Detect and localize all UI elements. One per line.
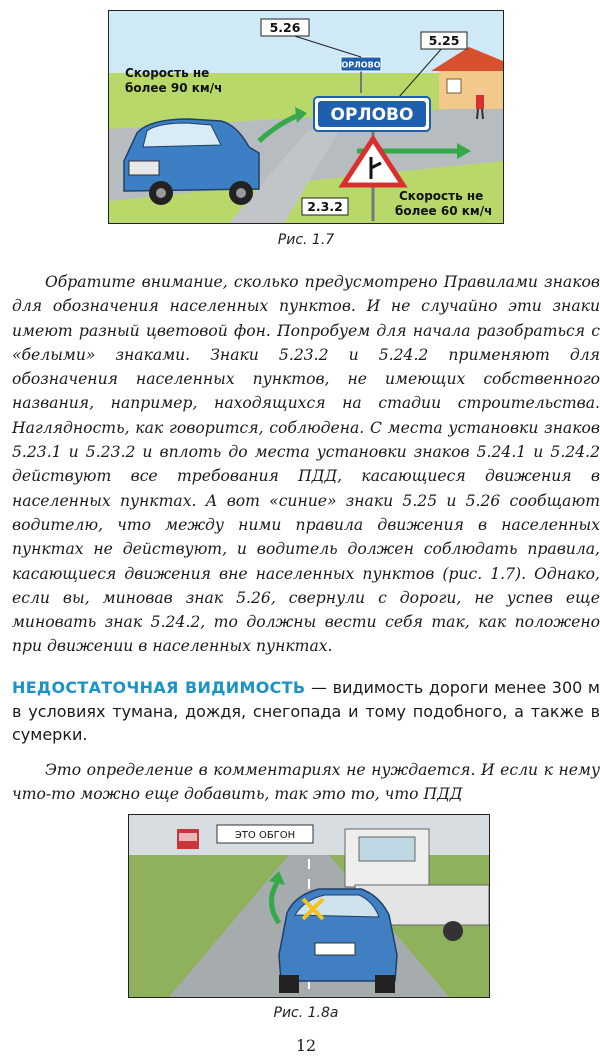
figure-1-8a-illustration xyxy=(129,815,489,997)
speed-right-line2: более 60 км/ч xyxy=(395,204,493,218)
paragraph-comment: Это определение в комментариях не нуждается. И если к нему что-то можно еще добавить, так это то, что ПДД xyxy=(12,761,600,804)
sign-5-26-text: ОРЛОВО xyxy=(341,60,381,70)
distant-truck xyxy=(177,829,199,849)
label-5-25: 5.25 xyxy=(428,33,460,48)
label-5-26: 5.26 xyxy=(269,20,301,35)
speed-left-line2: более 90 км/ч xyxy=(125,81,223,95)
definition-text: — видимость дороги менее 300 м в условиях тумана, дождя, снегопада и тому подобного, а также в сумерки. xyxy=(12,678,601,744)
figure-1-7-illustration xyxy=(109,11,503,223)
speed-left-line1: Скорость не xyxy=(125,66,210,80)
figure-1-7-caption: Рис. 1.7 xyxy=(277,232,335,248)
label-2-3-2: 2.3.2 xyxy=(307,199,343,214)
figure-1-8a xyxy=(128,814,490,998)
blue-car xyxy=(279,889,397,993)
paragraph-road-signs: Обратите внимание, сколько предусмотрено Правилами знаков для обозначения населенных пунктов. И не случайно эти знаки имеют разный цветовой фон. Попробуем для начала разобраться с «белыми» знаками. Знаки 5.23.2 и 5.24.2 применяют для обозначения населенных пунктов, не имеющих собственного названия, например, находящихся на стадии строительства. Наглядность, как говорится, соблюдена. С места установки знаков 5.23.1 и 5.23.2 и вплоть до места установки знаков 5.24.1 и 5.24.2 действуют все требования ПДД, касающиеся движения в населенных пунктах. А вот «синие» знаки 5.25 и 5.26 сообщают водителю, что между ними правила движения в населенных пунктах не действуют, и водитель должен соблюдать правила, касающиеся движения вне населенных пунктов (рис. 1.7). Однако, если вы, миновав знак 5.26, свернули с дороги, не успев еще миновать знак 5.24.2, то должны вести себя так, как положено при движении в населенных пунктах. xyxy=(12,273,600,656)
sign-5-25-text: ОРЛОВО xyxy=(330,105,414,125)
definition-term: НЕДОСТАТОЧНАЯ ВИДИМОСТЬ xyxy=(12,678,306,697)
page-number: 12 xyxy=(295,1036,317,1055)
speech-bubble-text: ЭТО ОБГОН xyxy=(234,830,296,841)
figure-1-8a-caption: Рис. 1.8а xyxy=(273,1005,339,1021)
speed-right-line1: Скорость не xyxy=(399,189,484,203)
definition-paragraph xyxy=(12,676,600,747)
figure-1-7 xyxy=(108,10,504,224)
